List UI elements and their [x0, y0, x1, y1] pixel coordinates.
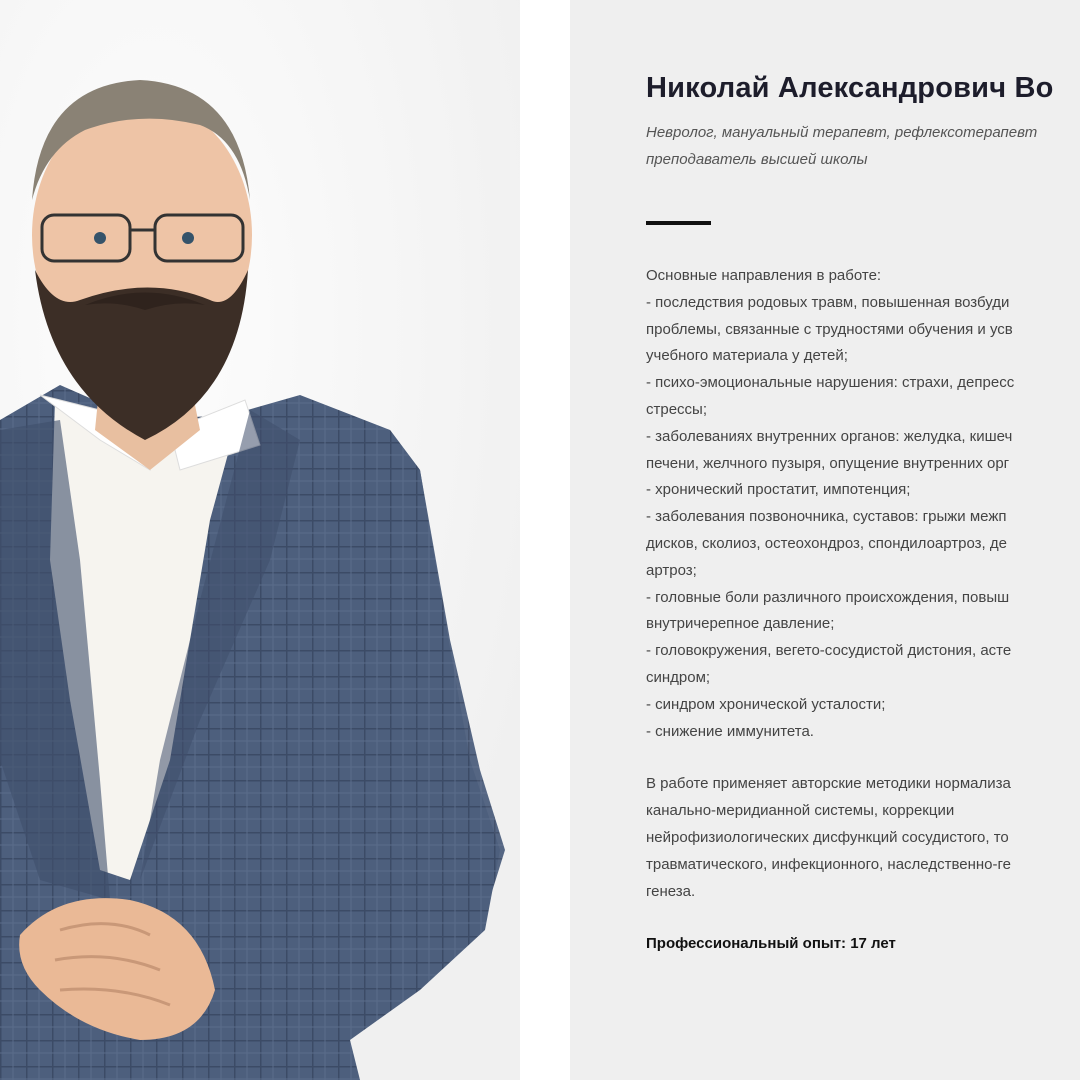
methods-line: нейрофизиологических дисфункций сосудистого, то: [646, 828, 1009, 846]
directions-line: стрессы;: [646, 400, 708, 418]
directions-line: - синдром хронической усталости;: [646, 695, 886, 713]
doctor-info-content: [646, 72, 1080, 952]
directions-line: дисков, сколиоз, остеохондроз, спондилоартроз, де: [646, 534, 1007, 552]
work-methods: [646, 771, 1080, 905]
directions-line: артроз;: [646, 561, 697, 579]
directions-line: печени, желчного пузыря, опущение внутренних орг: [646, 454, 1010, 472]
directions-line: - заболеваниях внутренних органов: желудка, кишеч: [646, 427, 1013, 445]
directions-line: - головокружения, вегето-сосудистой дистония, асте: [646, 642, 1012, 660]
directions-line: - последствия родовых травм, повышенная возбуди: [646, 293, 1010, 311]
work-directions: [646, 263, 1080, 745]
directions-line: - психо-эмоциональные нарушения: страхи, депресс: [646, 374, 1015, 392]
specialization-line: преподаватель высшей школы: [646, 151, 868, 168]
specialization-line: Невролог, мануальный терапевт, рефлексотерапевт: [646, 124, 1038, 141]
experience-text: Профессиональный опыт: 17 лет: [646, 935, 896, 953]
doctor-name: Николай Александрович Во: [646, 72, 1054, 104]
directions-line: - снижение иммунитета.: [646, 722, 814, 740]
panel-gap: [520, 0, 570, 1080]
doctor-photo: [0, 0, 520, 1080]
directions-line: учебного материала у детей;: [646, 347, 848, 365]
directions-line: внутричерепное давление;: [646, 615, 835, 633]
directions-line: проблемы, связанные с трудностями обучения и усв: [646, 320, 1013, 338]
directions-line: - заболевания позвоночника, суставов: грыжи межп: [646, 508, 1007, 526]
doctor-specialization: [646, 119, 1080, 173]
directions-line: - хронический простатит, импотенция;: [646, 481, 911, 499]
divider-line: [646, 221, 711, 225]
directions-line: Основные направления в работе:: [646, 267, 882, 284]
methods-line: В работе применяет авторские методики нормализа: [646, 775, 1011, 793]
methods-line: травматического, инфекционного, наследственно-ге: [646, 855, 1011, 873]
directions-line: - головные боли различного происхождения, повыш: [646, 588, 1010, 606]
methods-line: канально-меридианной системы, коррекции: [646, 802, 955, 820]
doctor-portrait-image: [0, 0, 520, 1080]
methods-line: генеза.: [646, 882, 696, 900]
directions-line: синдром;: [646, 668, 711, 686]
doctor-info-panel: [570, 0, 1080, 1080]
paragraph-spacer: [646, 745, 1080, 771]
